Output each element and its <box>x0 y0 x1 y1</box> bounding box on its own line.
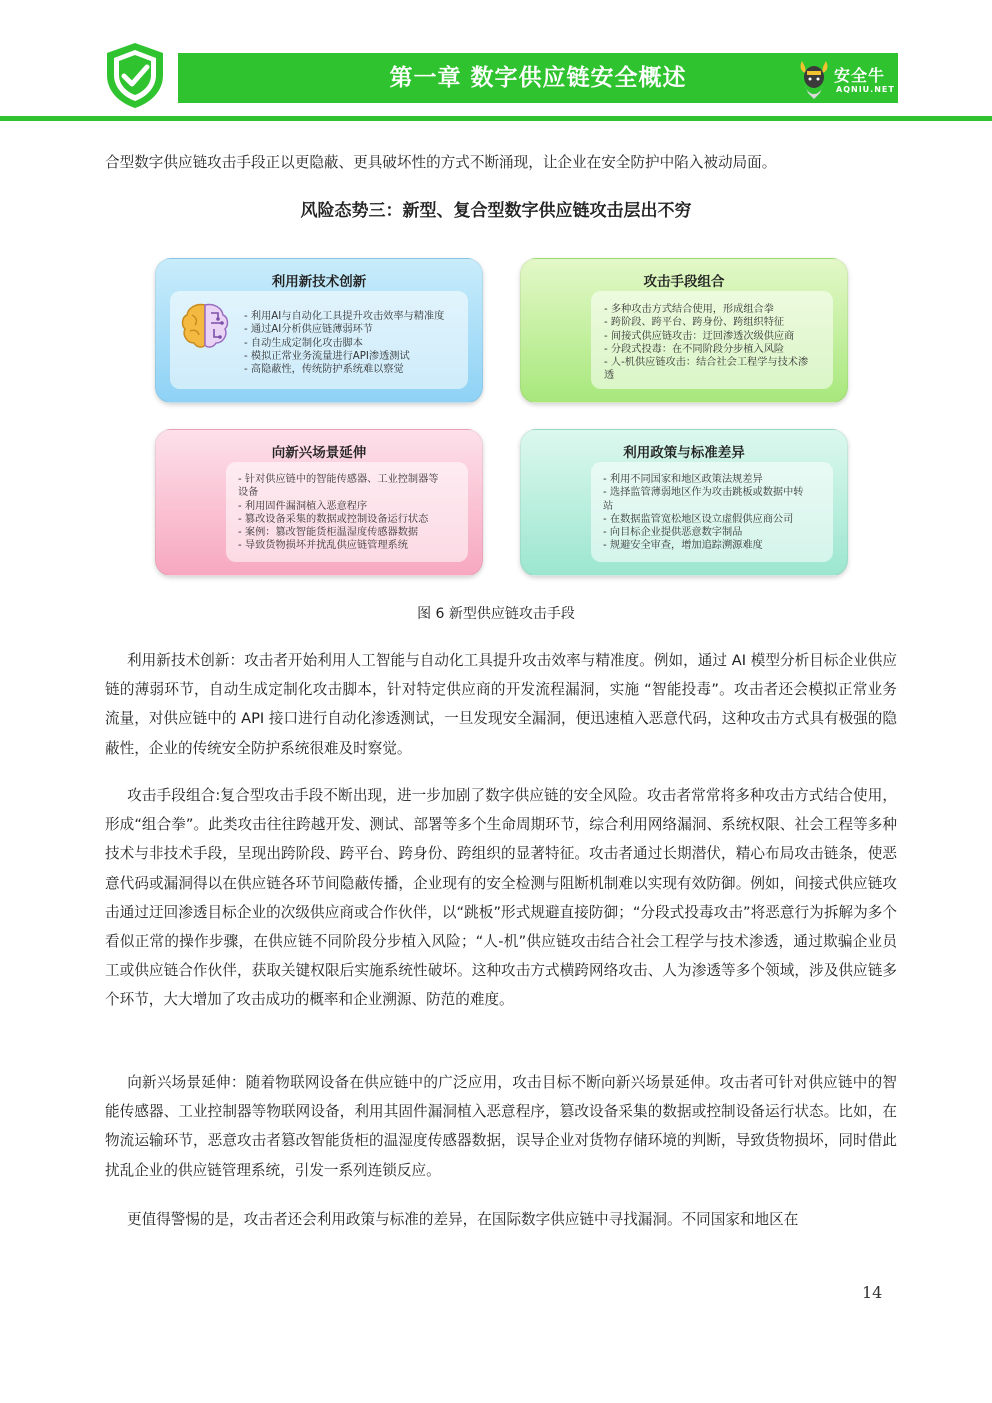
list-item: - 通过AI分析供应链薄弱环节 <box>244 324 373 336</box>
chapter-title: 第一章 数字供应链安全概述 <box>389 65 687 91</box>
logo-name: 安全牛 <box>834 66 886 85</box>
list-item: - 利用固件漏洞植入恶意程序 <box>238 500 368 512</box>
header-divider <box>0 116 992 121</box>
card-bullet-list <box>604 303 836 383</box>
list-item: - 高隐蔽性，传统防护系统难以察觉 <box>244 364 404 376</box>
list-item: - 利用AI与自动化工具提升攻击效率与精准度 <box>244 311 445 322</box>
list-item: - 利用不同国家和地区政策法规差异 <box>603 474 763 485</box>
list-item: - 规避安全审查，增加追踪溯源难度 <box>603 540 763 552</box>
list-item: - 篡改设备采集的数据或控制设备运行状态 <box>238 513 429 525</box>
card-title: 攻击手段组合 <box>643 274 725 290</box>
paragraph-text: 向新兴场景延伸：随着物联网设备在供应链中的广泛应用，攻击目标不断向新兴场景延伸。攻击者可针对供应链中的智能传感器、工业控制器等物联网设备，利用其固件漏洞植入恶意程序，篡改设备采集的数据或控制设备运行状态。比如，在物流运输环节，恶意攻击者篡改智能货柜的温湿度传感器数据，误导企业对货物存储环境的判断，导致货物损坏，同时借此扰乱企业的供应链管理系统，引发一系列连锁反应。 <box>105 1074 897 1179</box>
bull-mascot-icon <box>796 57 832 101</box>
paragraph-text: 攻击手段组合:复合型攻击手段不断出现，进一步加剧了数字供应链的安全风险。攻击者常常将多种攻击方式结合使用，形成“组合拳”。此类攻击往往跨越开发、测试、部署等多个生命周期环节，综合利用网络漏洞、系统权限、社会工程等多种技术与非技术手段，呈现出跨阶段、跨平台、跨身份、跨组织的显著特征。攻击者通过长期潜伏，精心布局攻击链条，使恶意代码或漏洞得以在供应链各环节间隐蔽传播，企业现有的安全检测与阻断机制难以实现有效防御。例如，间接式供应链攻击通过迂回渗透目标企业的次级供应商或合作伙伴，以“跳板”形式规避直接防御；“分段式投毒攻击”将恶意行为拆解为多个看似正常的操作步骤，在供应链不同阶段分步植入风险；“人-机”供应链攻击结合社会工程学与技术渗透，通过欺骗企业员工或供应链合作伙伴，获取关键权限后实施系统性破坏。这种攻击方式横跨网络攻击、人为渗透等多个领域，涉及供应链多个环节，大大增加了攻击成功的概率和企业溯源、防范的难度。 <box>105 787 897 1009</box>
list-item: - 案例：篡改智能货柜温湿度传感器数据 <box>238 527 419 539</box>
list-item: - 跨阶段、跨平台、跨身份、跨组织特征 <box>604 317 785 329</box>
page-number: 14 <box>862 1283 883 1302</box>
header-banner <box>178 53 898 103</box>
card-title: 利用新技术创新 <box>271 274 367 290</box>
brain-chip-icon <box>178 299 232 353</box>
card-bullet-list <box>603 473 835 553</box>
list-item: - 导致货物损坏并扰乱供应链管理系统 <box>238 540 408 552</box>
card-policy-differences <box>520 429 848 576</box>
body-paragraph <box>105 781 897 1015</box>
intro-paragraph: 合型数字供应链攻击手段正以更隐蔽、更具破坏性的方式不断涌现，让企业在安全防护中陷入被动局面。 <box>105 154 777 171</box>
body-paragraph <box>105 1068 897 1185</box>
card-emerging-scenarios <box>155 429 483 576</box>
list-item: 设备 <box>238 487 259 499</box>
paragraph-text: 更值得警惕的是，攻击者还会利用政策与标准的差异，在国际数字供应链中寻找漏洞。不同国家和地区在 <box>127 1211 799 1228</box>
paragraph-text: 利用新技术创新：攻击者开始利用人工智能与自动化工具提升攻击效率与精准度。例如，通过 AI 模型分析目标企业供应链的薄弱环节，自动生成定制化攻击脚本，针对特定供应商的开发流程漏洞，实施 “智能投毒”。攻击者还会模拟正常业务流量，对供应链中的 API 接口进行自动化渗透测试，一旦发现安全漏洞，便迅速植入恶意代码，这种攻击方式具有极强的隐蔽性，企业的传统安全防护系统很难及时察觉。 <box>105 652 897 757</box>
logo-domain: AQNIU.NET <box>836 85 895 94</box>
brand-logo <box>796 57 896 101</box>
list-item: - 在数据监管宽松地区设立虚假供应商公司 <box>603 513 794 525</box>
figure-caption: 图 6 新型供应链攻击手段 <box>417 606 575 622</box>
list-item: - 自动生成定制化攻击脚本 <box>244 337 363 349</box>
card-attack-combination <box>520 258 848 403</box>
shield-check-icon <box>103 40 167 110</box>
card-bullet-list <box>244 310 476 376</box>
list-item: 站 <box>603 500 614 512</box>
list-item: - 多种攻击方式结合使用，形成组合拳 <box>604 304 774 315</box>
list-item: 透 <box>604 370 615 382</box>
list-item: - 模拟正常业务流量进行API渗透测试 <box>244 350 410 362</box>
list-item: - 针对供应链中的智能传感器、工业控制器等 <box>238 474 439 485</box>
figure-title: 风险态势三：新型、复合型数字供应链攻击层出不穷 <box>300 201 692 221</box>
body-paragraph <box>105 646 897 763</box>
list-item: - 分段式投毒：在不同阶段分步植入风险 <box>604 343 785 355</box>
card-title: 向新兴场景延伸 <box>271 445 367 461</box>
list-item: - 选择监管薄弱地区作为攻击跳板或数据中转 <box>603 487 804 499</box>
list-item: - 间接式供应链攻击：迂回渗透次级供应商 <box>604 330 795 342</box>
card-bullet-list <box>238 473 470 553</box>
body-paragraph <box>105 1205 897 1234</box>
list-item: - 向目标企业提供恶意数字制品 <box>603 527 743 539</box>
card-title: 利用政策与标准差异 <box>623 445 745 461</box>
card-new-tech <box>155 258 483 403</box>
list-item: - 人-机供应链攻击：结合社会工程学与技术渗 <box>604 357 809 369</box>
